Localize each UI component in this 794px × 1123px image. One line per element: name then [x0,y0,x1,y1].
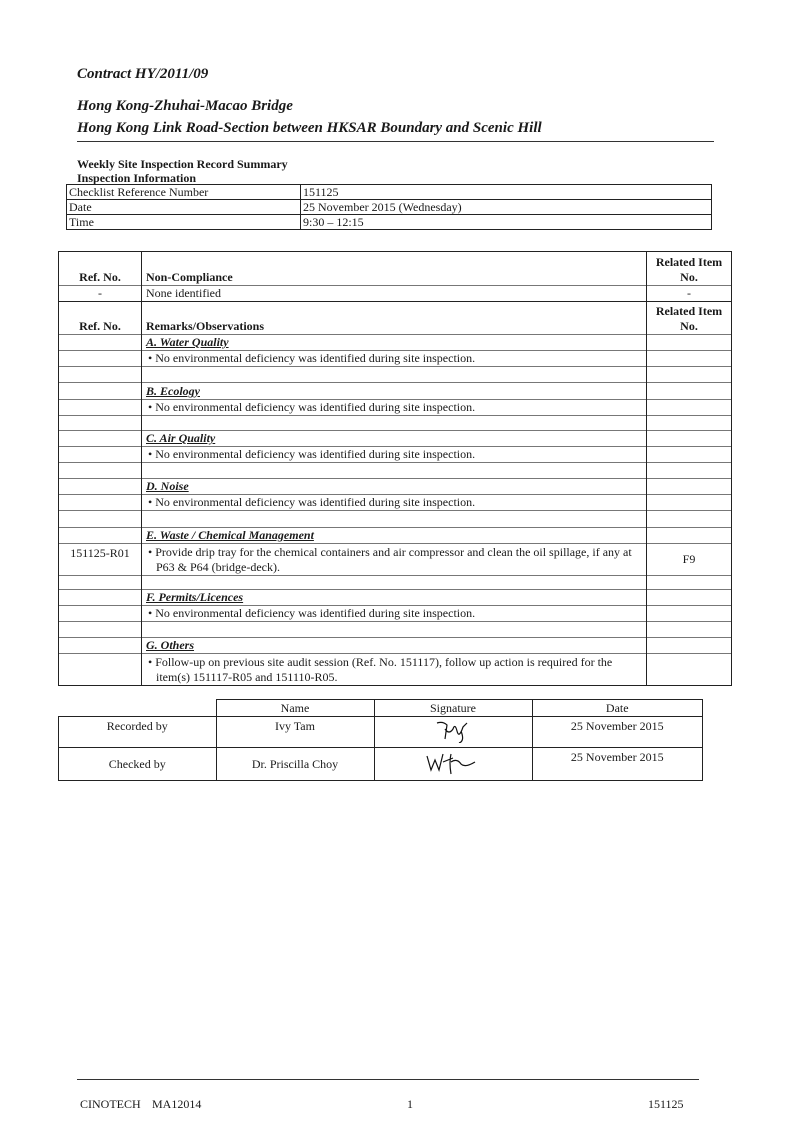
remark-text: • No environmental deficiency was identified during site inspection. [142,351,647,367]
remark-ref [59,606,142,622]
noncompliance-header-row [59,252,732,286]
section-title-row [59,638,732,654]
remark-ref [59,495,142,511]
remark-text: • No environmental deficiency was identified during site inspection. [142,447,647,463]
remark-row [59,351,732,367]
remark-item: F9 [647,544,732,576]
col-ref-header: Ref. No. [59,302,142,335]
remark-item [647,351,732,367]
footer-company: CINOTECH [80,1097,141,1111]
section-air-quality: C. Air Quality [142,431,647,447]
spacer-row [59,511,732,528]
remark-text-content: No environmental deficiency was identified during site inspection. [155,606,476,620]
signoff-header-row [59,700,703,717]
remark-row [59,654,732,686]
info-row-date [67,200,712,215]
section-noise: D. Noise [142,479,647,495]
signature-recorded [374,717,532,748]
info-value: 25 November 2015 (Wednesday) [301,200,712,215]
noncompliance-ref: - [59,286,142,302]
col-item-header: Related Item No. [647,252,732,286]
spacer-row [59,463,732,479]
remark-text: • No environmental deficiency was identified during site inspection. [142,495,647,511]
remark-row [59,447,732,463]
remark-text: • No environmental deficiency was identified during site inspection. [142,400,647,416]
remark-text: • No environmental deficiency was identified during site inspection. [142,606,647,622]
signoff-row-recorded [59,717,703,748]
signoff-role: Checked by [59,748,217,781]
remark-ref [59,400,142,416]
section-waste-chemical: E. Waste / Chemical Management [142,528,647,544]
signoff-date: 25 November 2015 [532,748,703,781]
section-permits: F. Permits/Licences [142,590,647,606]
noncompliance-item: - [647,286,732,302]
remark-text-content: No environmental deficiency was identified during site inspection. [155,447,476,461]
footer-doc-code: MA12014 [152,1097,202,1111]
spacer-row [59,576,732,590]
footer-page-number: 1 [407,1097,413,1111]
inspection-info-table [66,184,712,230]
spacer-row [59,622,732,638]
section-title-row [59,383,732,400]
remark-row [59,400,732,416]
signoff-name: Dr. Priscilla Choy [216,748,374,781]
inspection-info-heading: Inspection Information [77,171,197,185]
remark-item [647,606,732,622]
handwritten-signature-icon [413,748,493,776]
col-noncompliance-header: Non-Compliance [142,252,647,286]
remark-item [647,447,732,463]
info-row-reference [67,185,712,200]
section-title-row [59,335,732,351]
noncompliance-row [59,286,732,302]
section-ecology: B. Ecology [142,383,647,400]
info-label: Date [67,200,301,215]
remark-item [647,495,732,511]
signoff-name: Ivy Tam [216,717,374,748]
signoff-role: Recorded by [59,717,217,748]
noncompliance-desc: None identified [142,286,647,302]
col-item-header: Related Item No. [647,302,732,335]
section-water-quality: A. Water Quality [142,335,647,351]
signoff-row-checked [59,748,703,781]
section-others: G. Others [142,638,647,654]
col-signature-header: Signature [374,700,532,717]
info-value: 9:30 – 12:15 [301,215,712,230]
section-title-row [59,590,732,606]
remark-ref [59,654,142,686]
signature-checked [374,748,532,781]
summary-title: Weekly Site Inspection Record Summary [77,157,288,171]
contract-number: Contract HY/2011/09 [77,66,209,82]
col-remarks-header: Remarks/Observations [142,302,647,335]
footer-reference: 151125 [648,1097,684,1111]
remark-ref [59,447,142,463]
footer-rule [77,1079,699,1080]
remark-row [59,606,732,622]
remark-text-content: Follow-up on previous site audit session (Ref. No. 151117), follow up action is required for the item(s) 151117-R05 and 151110-R05. [155,655,613,684]
spacer-row [59,367,732,383]
signoff-table [58,699,703,781]
remark-item [647,400,732,416]
remark-text-content: No environmental deficiency was identified during site inspection. [155,351,476,365]
info-label: Checklist Reference Number [67,185,301,200]
info-label: Time [67,215,301,230]
info-row-time [67,215,712,230]
spacer-row [59,416,732,431]
remarks-header-row [59,302,732,335]
remark-text-content: No environmental deficiency was identified during site inspection. [155,495,476,509]
col-name-header: Name [216,700,374,717]
col-ref-header: Ref. No. [59,252,142,286]
section-title-row [59,528,732,544]
remark-ref: 151125-R01 [59,544,142,576]
col-date-header: Date [532,700,703,717]
remark-text: • Provide drip tray for the chemical containers and air compressor and clean the oil spillage, if any at P63 & P64 (bridge-deck). [142,544,647,576]
section-title-row [59,479,732,495]
project-title: Hong Kong-Zhuhai-Macao Bridge [77,98,293,114]
remark-text-content: No environmental deficiency was identified during site inspection. [155,400,476,414]
remark-text: • Follow-up on previous site audit session (Ref. No. 151117), follow up action is required for the item(s) 151117-R05 and 151110-R05. [142,654,647,686]
section-title-row [59,431,732,447]
signoff-date: 25 November 2015 [532,717,703,748]
inspection-record-table [58,251,732,686]
info-value: 151125 [301,185,712,200]
remark-text-content: Provide drip tray for the chemical containers and air compressor and clean the oil spillage, if any at P63 & P64 (bridge-deck). [155,545,632,574]
handwritten-signature-icon [423,717,483,743]
remark-ref [59,351,142,367]
remark-item [647,654,732,686]
project-subtitle: Hong Kong Link Road-Section between HKSAR Boundary and Scenic Hill [77,120,542,136]
header-rule [77,141,714,142]
remark-row [59,495,732,511]
remark-row [59,544,732,576]
